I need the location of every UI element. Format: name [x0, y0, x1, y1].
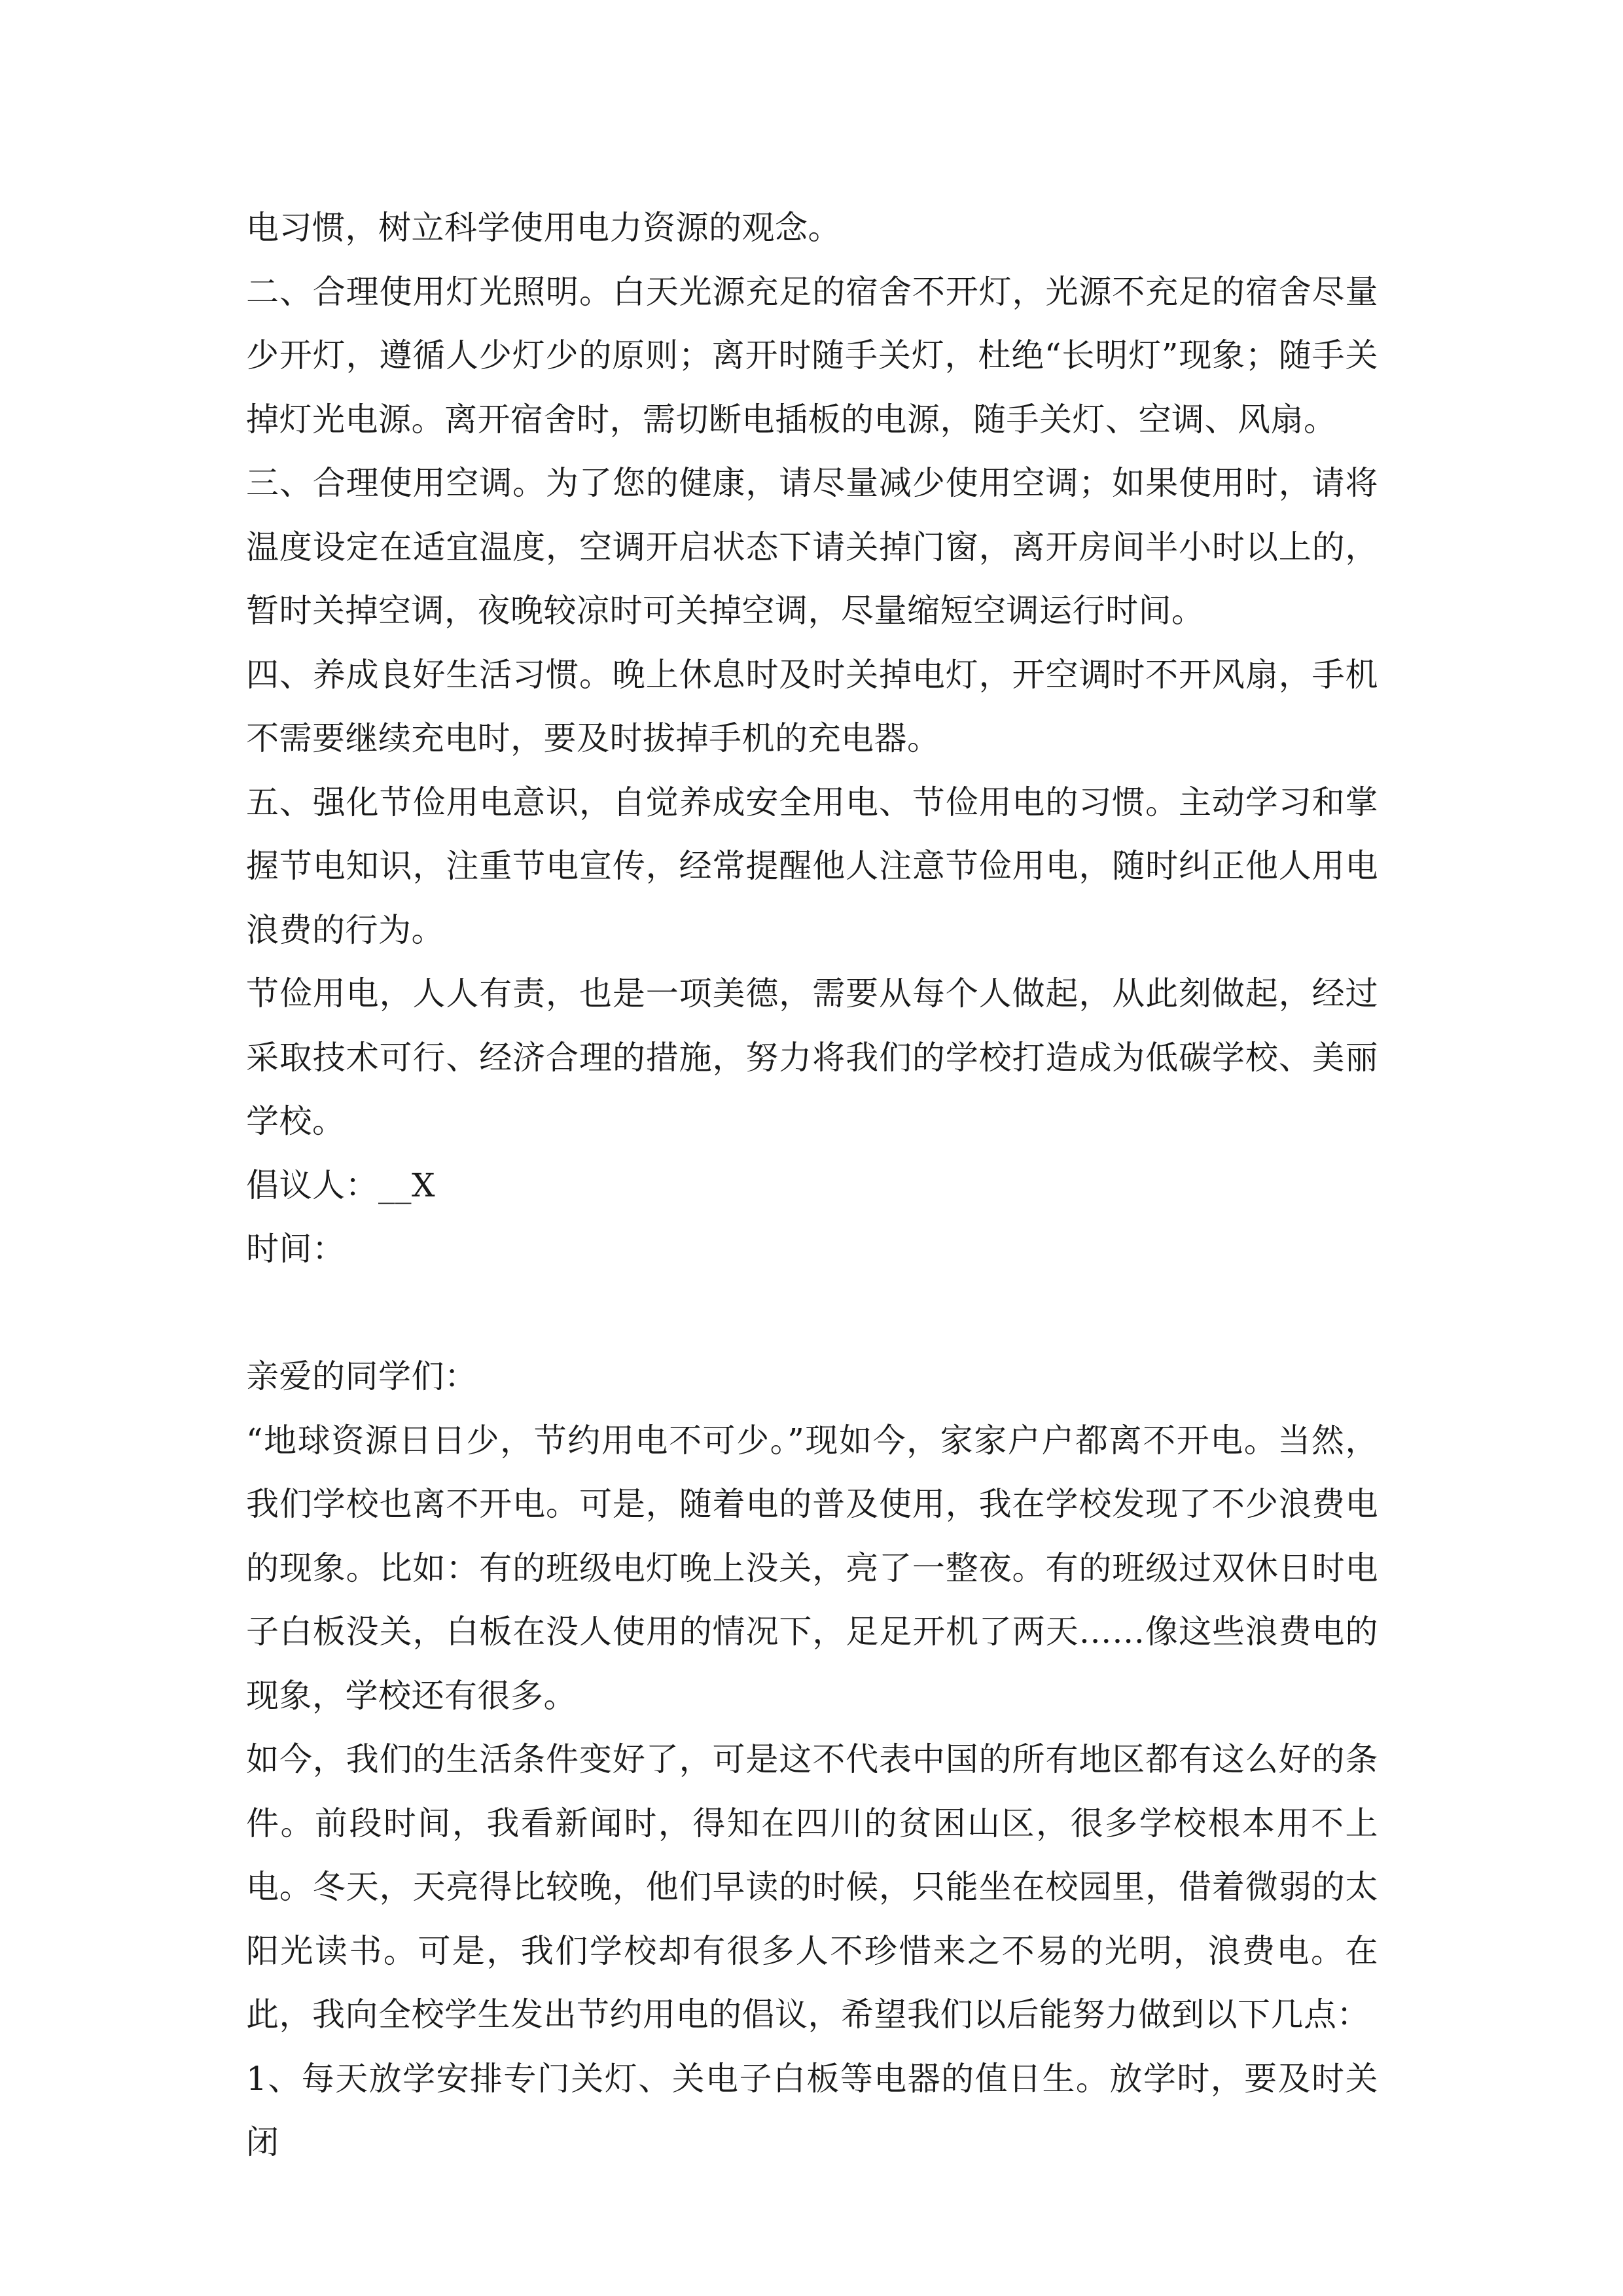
paragraph-closing: 节俭用电，人人有责，也是一项美德，需要从每个人做起，从此刻做起，经过采取技术可行、经济合理的措施，努力将我们的学校打造成为低碳学校、美丽学校。 — [246, 975, 1378, 1140]
paragraph-context: 如今，我们的生活条件变好了，可是这不代表中国的所有地区都有这么好的条件。前段时间，我看新闻时，得知在四川的贫困山区，很多学校根本用不上电。冬天，天亮得比较晚，他们早读的时候，只能坐在校园里，借着微弱的太阳光读书。可是，我们学校却有很多人不珍惜来之不易的光明，浪费电。在此，我向全校学生发出节约用电的倡议，希望我们以后能努力做到以下几点： — [246, 1740, 1378, 2034]
section-gap — [246, 1282, 1378, 1346]
paragraph-item-5-awareness: 五、强化节俭用电意识，自觉养成安全用电、节俭用电的习惯。主动学习和掌握节电知识，注重节电宣传，经常提醒他人注意节俭用电，随时纠正他人用电浪费的行为。 — [246, 783, 1378, 949]
paragraph-item-4-habits: 四、养成良好生活习惯。晚上休息时及时关掉电灯，开空调时不开风扇，手机不需要继续充电时，要及时拔掉手机的充电器。 — [246, 655, 1378, 757]
document-body — [246, 196, 1378, 2175]
greeting-line: 亲爱的同学们： — [246, 1357, 478, 1395]
paragraph-continuation: 电习惯，树立科学使用电力资源的观念。 — [246, 209, 841, 247]
proposer-line: 倡议人：__X — [246, 1166, 436, 1204]
paragraph-item-1-duty: 1、每天放学安排专门关灯、关电子白板等电器的值日生。放学时，要及时关闭 — [246, 2059, 1378, 2161]
paragraph-item-3-air-conditioning: 三、合理使用空调。为了您的健康，请尽量减少使用空调；如果使用时，请将温度设定在适宜温度，空调开启状态下请关掉门窗，离开房间半小时以上的，暂时关掉空调，夜晚较凉时可关掉空调，尽量缩短空调运行时间。 — [246, 464, 1378, 630]
paragraph-intro: “地球资源日日少，节约用电不可少。”现如今，家家户户都离不开电。当然，我们学校也离不开电。可是，随着电的普及使用，我在学校发现了不少浪费电的现象。比如：有的班级电灯晚上没关，亮了一整夜。有的班级过双休日时电子白板没关，白板在没人使用的情况下，足足开机了两天……像这些浪费电的现象，学校还有很多。 — [246, 1421, 1378, 1715]
time-line: 时间： — [246, 1230, 346, 1268]
paragraph-item-2-lighting: 二、合理使用灯光照明。白天光源充足的宿舍不开灯，光源不充足的宿舍尽量少开灯，遵循人少灯少的原则；离开时随手关灯，杜绝“长明灯”现象；随手关掉灯光电源。离开宿舍时，需切断电插板的电源，随手关灯、空调、风扇。 — [246, 272, 1378, 439]
